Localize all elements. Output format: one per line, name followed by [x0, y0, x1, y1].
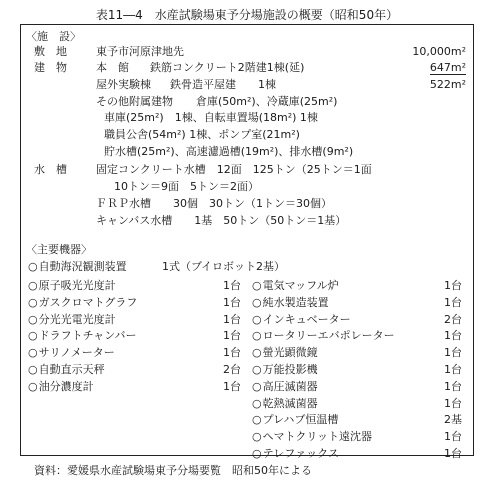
- list-item: [252, 346, 318, 359]
- equipment-name: サリノメーター: [38, 346, 115, 360]
- list-item: [28, 329, 137, 342]
- equipment-name: テレファックス: [262, 447, 340, 460]
- outdoor-desc: 鉄骨造平屋建 1棟: [170, 78, 276, 91]
- equipment-header: 〈主要機器〉: [26, 243, 92, 256]
- list-item: [252, 296, 329, 309]
- equipment-qty: 1台: [223, 295, 241, 309]
- facilities-header: 〈施 設〉: [26, 30, 81, 43]
- list-item: [28, 380, 94, 393]
- tank-label: 水 槽: [34, 163, 67, 176]
- equipment-name: 高圧滅菌器: [262, 379, 318, 393]
- outdoor-label: 屋外実験棟: [96, 78, 151, 91]
- equipment-qty: 1台: [444, 346, 462, 360]
- source-note: 資料：愛媛県水産試験場東予分場要覧 昭和50年による: [34, 464, 312, 477]
- other-buildings-line3: 職員公舎(54m²) 1棟、ポンプ室(21m²): [104, 128, 300, 141]
- bullet: ○: [28, 363, 38, 376]
- auto-observation-label: 自動海況観測装置: [38, 260, 127, 273]
- equipment-name: ガスクロマトグラフ: [38, 295, 138, 309]
- equipment-qty: 1台: [444, 430, 462, 444]
- main-building-desc: 鉄筋コンクリート2階建1棟(延): [150, 61, 305, 74]
- bullet: ○: [28, 312, 38, 326]
- list-item: [28, 346, 115, 359]
- bullet: ○: [252, 413, 262, 427]
- equipment-qty: 1台: [444, 279, 462, 292]
- equipment-qty: 1台: [223, 346, 241, 360]
- equipment-qty: 1台: [444, 379, 462, 393]
- list-item: [252, 279, 339, 292]
- equipment-name: 螢光顕微鏡: [262, 346, 318, 360]
- tank-line3: ＦＲＰ水槽 30個 30トン（1トン＝30個）: [96, 197, 332, 210]
- bullet: ○: [28, 379, 38, 393]
- equipment-name: 分光光電光度計: [38, 312, 116, 326]
- bullet: ○: [28, 260, 38, 273]
- equipment-qty: 2基: [444, 413, 462, 427]
- bullet: ○: [252, 447, 262, 460]
- tank-line2: 10トン＝9面 5トン＝2面）: [114, 180, 259, 193]
- list-item: [252, 329, 395, 342]
- other-buildings-line2: 車庫(25m²) 1棟、自転車置場(18m²) 1棟: [104, 111, 318, 124]
- equipment-qty: 1台: [223, 329, 241, 343]
- other-buildings-line4: 貯水槽(25m²)、高速濾過槽(19m²)、排水槽(9m²): [104, 145, 354, 158]
- bullet: ○: [252, 329, 262, 343]
- equipment-name: ドラフトチャンバー: [38, 329, 137, 343]
- equipment-name: 自動直示天秤: [38, 363, 105, 376]
- bullet: ○: [252, 346, 262, 360]
- list-item: [252, 380, 318, 393]
- equipment-qty: 2台: [444, 312, 462, 326]
- table-title: 表11―4 水産試験場東予分場施設の概要（昭和50年）: [95, 8, 399, 22]
- equipment-name: プレハブ恒温槽: [262, 413, 339, 427]
- bullet: ○: [28, 329, 38, 343]
- site-location: 東予市河原津地先: [96, 45, 184, 58]
- list-item: [252, 413, 338, 426]
- bullet: ○: [252, 279, 262, 292]
- bullet: ○: [252, 396, 262, 410]
- bullet: ○: [28, 295, 38, 309]
- other-buildings-line1: 倉庫(50m²)、冷蔵庫(25m²): [196, 95, 338, 108]
- bullet: ○: [252, 295, 262, 309]
- equipment-name: 原子吸光光度計: [38, 279, 116, 292]
- equipment-name: 乾熱滅菌器: [262, 396, 318, 410]
- list-item: [28, 296, 137, 309]
- equipment-qty: 1台: [444, 363, 462, 376]
- list-item: [28, 363, 105, 376]
- list-item: [252, 447, 339, 460]
- equipment-qty: 1台: [223, 379, 241, 393]
- tank-line1: 固定コンクリート水槽 12面 125トン（25トン＝1面: [96, 163, 372, 176]
- list-item: [252, 363, 318, 376]
- bullet: ○: [252, 312, 262, 326]
- equipment-name: 電気マッフル炉: [262, 279, 339, 292]
- bullet: ○: [28, 279, 38, 292]
- list-item: [252, 430, 372, 443]
- equipment-name: インキュベーター: [262, 312, 351, 326]
- site-area: 10,000m²: [412, 45, 466, 58]
- equipment-qty: 1台: [444, 295, 462, 309]
- equipment-qty: 1台: [444, 396, 462, 410]
- bullet: ○: [252, 379, 262, 393]
- equipment-name: ヘマトクリット遠沈器: [262, 430, 372, 444]
- equipment-qty: 1台: [444, 447, 462, 460]
- list-item: [28, 313, 116, 326]
- outdoor-area: 522m²: [429, 78, 466, 91]
- equipment-qty: 1台: [223, 279, 241, 292]
- building-label: 建 物: [34, 61, 67, 74]
- list-item: [28, 260, 127, 273]
- auto-observation-value: 1式（ブイロボット2基）: [162, 260, 286, 273]
- equipment-qty: 1台: [223, 312, 241, 326]
- bullet: ○: [252, 430, 262, 444]
- main-building-area: 647m²: [429, 61, 466, 74]
- bullet: ○: [252, 363, 262, 376]
- list-item: [28, 279, 116, 292]
- equipment-name: 純水製造装置: [262, 295, 329, 309]
- equipment-qty: 1台: [444, 329, 462, 343]
- list-item: [252, 313, 351, 326]
- equipment-qty: 2台: [223, 363, 241, 376]
- other-buildings-label: その他附属建物: [96, 95, 173, 108]
- equipment-name: ロータリーエバポレーター: [262, 329, 395, 343]
- equipment-name: 万能投影機: [262, 363, 318, 376]
- bullet: ○: [28, 346, 38, 360]
- tank-line4: キャンバス水槽 1基 50トン（50トン＝1基）: [96, 214, 347, 227]
- equipment-name: 油分濃度計: [38, 379, 94, 393]
- site-label: 敷 地: [34, 45, 67, 58]
- main-building-label: 本 館: [96, 61, 129, 74]
- list-item: [252, 397, 318, 410]
